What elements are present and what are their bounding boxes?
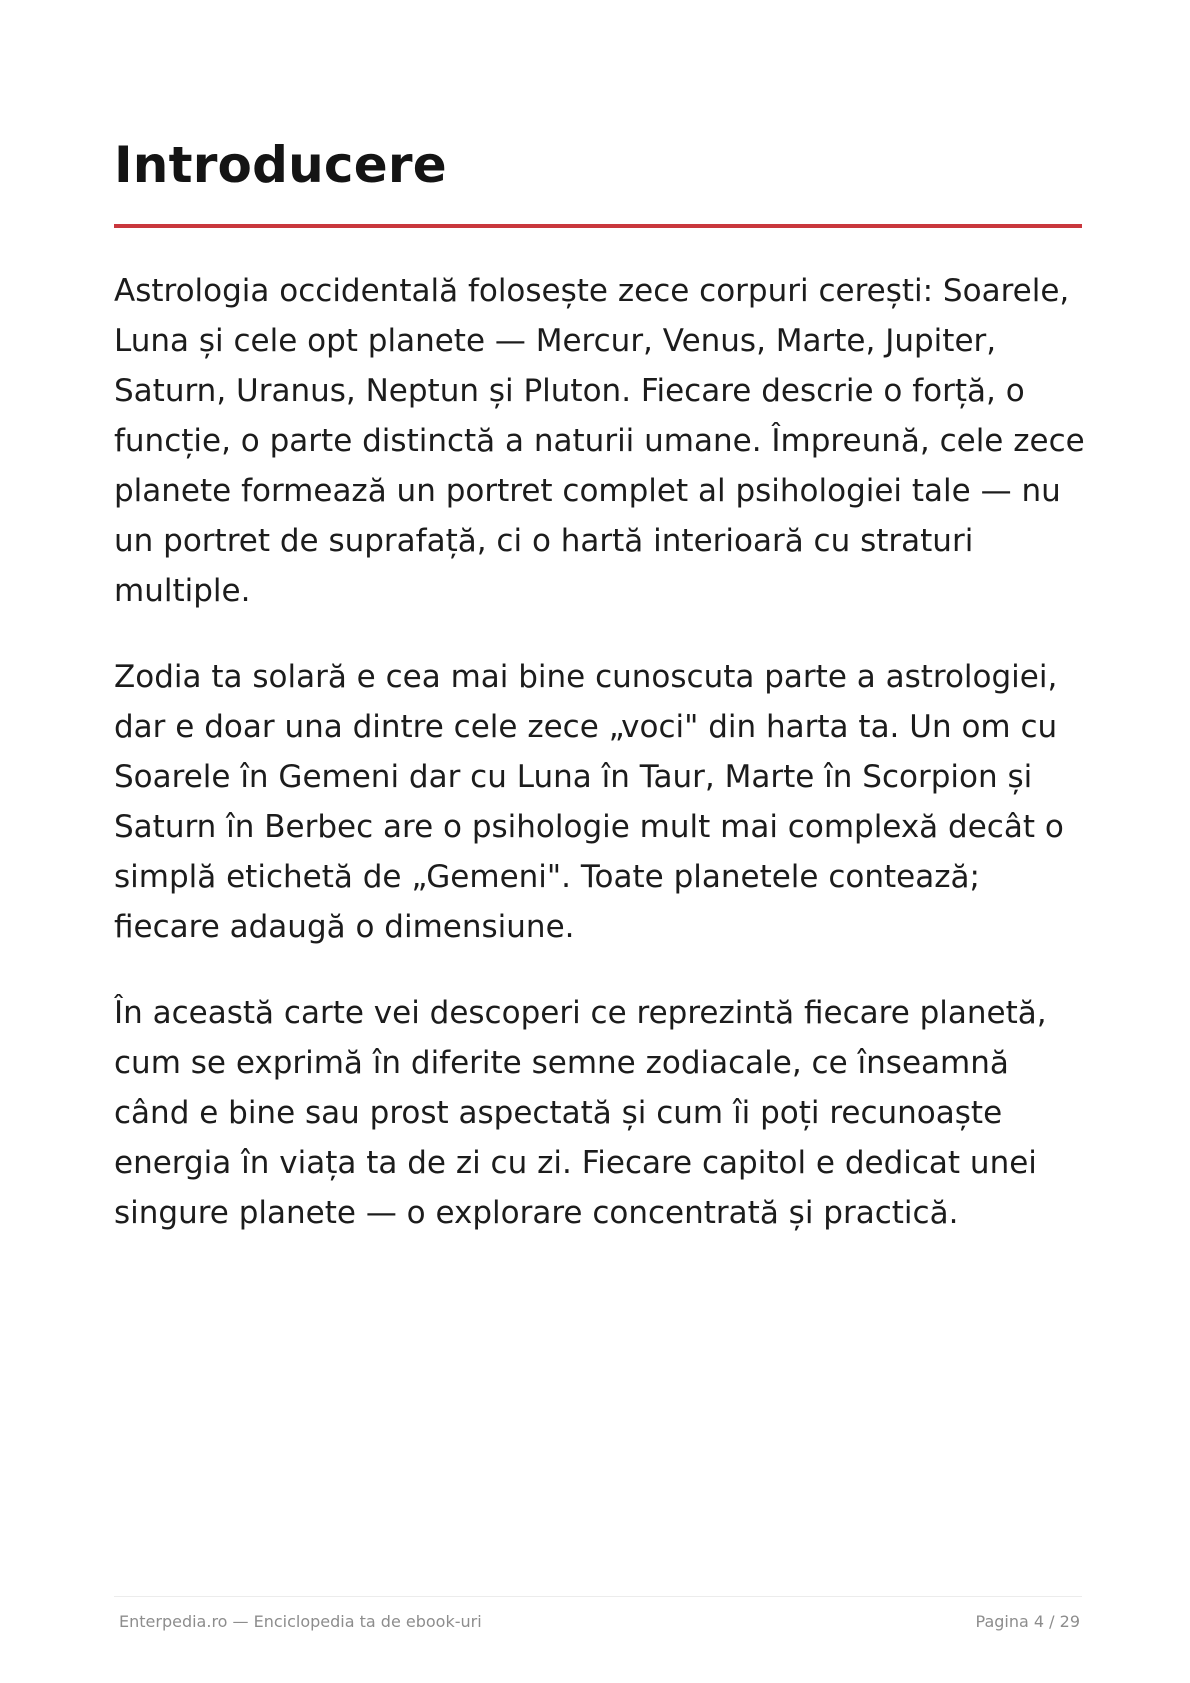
title-divider bbox=[114, 224, 1082, 228]
chapter-body bbox=[114, 266, 1094, 1274]
paragraph-book-overview: În această carte vei descoperi ce reprezintă fiecare planetă, cum se exprimă în diferite semne zodiacale, ce înseamnă când e bine sau prost aspectată și cum îi poți recunoaște energia în viața ta de zi cu zi. Fiecare capitol e dedicat unei singure planete — o explorare concentrată și practică. bbox=[114, 995, 1047, 1231]
paragraph-sun-sign: Zodia ta solară e cea mai bine cunoscuta parte a astrologiei, dar e doar una dintre cele zece „voci" din harta ta. Un om cu Soarele în Gemeni dar cu Luna în Taur, Marte în Scorpion și Saturn în Berbec are o psihologie mult mai complexă decât o simplă etichetă de „Gemeni". Toate planetele contează; fiecare adaugă o dimensiune. bbox=[114, 659, 1064, 945]
page-number: Pagina 4 / 29 bbox=[975, 1612, 1080, 1631]
chapter-title: Introducere bbox=[114, 136, 447, 194]
footer-source: Enterpedia.ro — Enciclopedia ta de ebook-uri bbox=[119, 1612, 482, 1631]
footer-divider bbox=[114, 1596, 1082, 1597]
paragraph-intro-planets: Astrologia occidentală folosește zece corpuri cerești: Soarele, Luna și cele opt planete — Mercur, Venus, Marte, Jupiter, Saturn, Uranus, Neptun și Pluton. Fiecare descrie o forță, o funcție, o parte distinctă a naturii umane. Împreună, cele zece planete formează un portret complet al psihologiei tale — nu un portret de suprafață, ci o hartă interioară cu straturi multiple. bbox=[114, 273, 1085, 609]
